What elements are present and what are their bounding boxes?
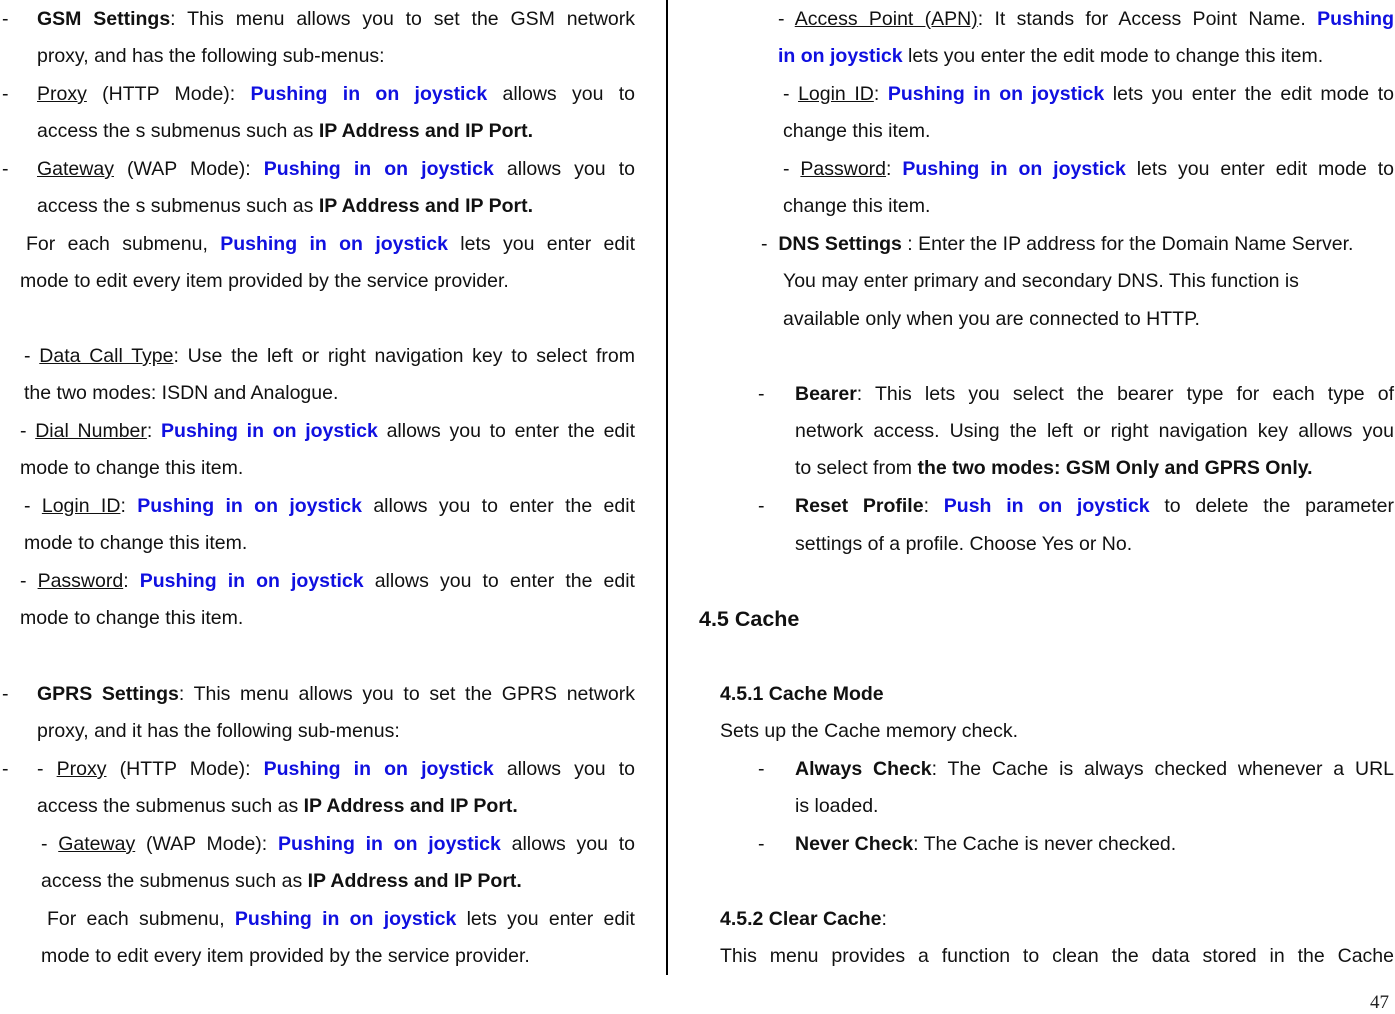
gsm-proxy-submenu-items: IP Address and IP Port. [318, 120, 534, 142]
bearer-line-1 [795, 376, 1394, 413]
login-id-rest: allows you to enter the edit [361, 495, 635, 517]
gprs-password-line-1 [783, 151, 1394, 188]
never-check-title: Never Check [795, 833, 914, 855]
gprs-gateway-submenu-items: IP Address and IP Port. [307, 870, 522, 892]
gprs-gateway-mode: (WAP Mode): [135, 833, 278, 855]
gprs-proxy-submenu-items: IP Address and IP Port. [303, 795, 518, 817]
separator: : [123, 570, 140, 592]
gprs-login-id-line-1 [783, 76, 1394, 113]
bearer-select-text: to select from [795, 457, 918, 479]
gsm-proxy-line-2 [37, 113, 533, 150]
separator: : [146, 420, 162, 442]
dash-prefix: - [37, 758, 57, 780]
dash-prefix: - [20, 420, 36, 442]
always-check-line-1 [795, 751, 1394, 788]
gprs-note-rest: lets you enter edit [456, 908, 635, 930]
dial-number-rest: allows you to enter the edit [377, 420, 636, 442]
gsm-settings-line-1 [37, 1, 635, 38]
data-call-type-text: : Use the left or right navigation key to select from [173, 345, 635, 367]
gprs-login-id-action: Pushing in on joystick [887, 83, 1105, 105]
bullet-dash: - [2, 83, 9, 105]
gprs-gateway-line-2 [41, 863, 522, 900]
apn-text: : It stands for Access Point Name. [977, 8, 1318, 30]
bullet-dash: - [2, 758, 9, 780]
gprs-password-rest: lets you enter edit mode to [1125, 158, 1394, 180]
dash-prefix: - [778, 8, 795, 30]
gprs-settings-title: GPRS Settings [37, 683, 179, 705]
dns-settings-line-3: available only when you are connected to HTTP. [783, 308, 1200, 330]
gsm-gateway-mode: (WAP Mode): [113, 158, 264, 180]
clear-cache-heading [720, 901, 887, 938]
dash-prefix: - [24, 495, 42, 517]
dns-settings-title: DNS Settings [778, 233, 902, 255]
reset-profile-line-2: settings of a profile. Choose Yes or No. [795, 533, 1133, 555]
gprs-gateway-line-1 [41, 826, 635, 863]
gprs-note-line-2: mode to edit every item provided by the service provider. [41, 945, 530, 967]
cache-mode-description: Sets up the Cache memory check. [720, 720, 1019, 742]
section-heading-cache: 4.5 Cache [699, 607, 800, 631]
never-check-line [795, 826, 1176, 863]
login-id-label: Login ID [41, 495, 121, 517]
apn-action-part-2: in on joystick [778, 45, 903, 67]
gprs-note-action: Pushing in on joystick [234, 908, 457, 930]
gsm-proxy-label: Proxy [37, 83, 87, 105]
login-id-action: Pushing in on joystick [137, 495, 362, 517]
apn-line-1 [778, 1, 1394, 38]
dns-settings-line-1 [761, 226, 1394, 263]
separator: : [120, 495, 138, 517]
bearer-title: Bearer [795, 383, 857, 405]
gprs-settings-line-1 [37, 676, 635, 713]
gprs-password-label: Password [800, 158, 887, 180]
bearer-modes: the two modes: GSM Only and GPRS Only. [917, 457, 1313, 479]
gsm-proxy-rest: allows you to [487, 83, 635, 105]
separator: : [886, 158, 903, 180]
gprs-note-line-1 [47, 901, 635, 938]
gsm-gateway-line-2 [37, 188, 533, 225]
data-call-type-label: Data Call Type [39, 345, 174, 367]
bullet-dash: - [758, 495, 765, 517]
bullet-dash: - [2, 158, 9, 180]
page-number: 47 [1370, 992, 1389, 1013]
password-rest: allows you to enter the edit [363, 570, 635, 592]
clear-cache-description: This menu provides a function to clean the data stored in the Cache [720, 945, 1394, 967]
dial-number-line-2: mode to change this item. [20, 457, 244, 479]
data-call-type-line-2: the two modes: ISDN and Analogue. [24, 382, 339, 404]
bullet-dash: - [758, 758, 765, 780]
separator: : [873, 83, 888, 105]
dash-prefix: - [41, 833, 59, 855]
gsm-proxy-mode: (HTTP Mode): [86, 83, 251, 105]
gsm-note-rest: lets you enter edit [447, 233, 636, 255]
gsm-gateway-label: Gateway [37, 158, 114, 180]
always-check-text: : The Cache is always checked whenever a URL [931, 758, 1394, 780]
gprs-proxy-submenu-text: access the submenus such as [37, 795, 304, 817]
dns-settings-text: : Enter the IP address for the Domain Name Server. [901, 233, 1354, 255]
data-call-type-line-1 [24, 338, 635, 375]
bearer-text: : This lets you select the bearer type for each type of [856, 383, 1394, 405]
gsm-note-line-1 [26, 226, 635, 263]
password-line-1 [20, 563, 635, 600]
gprs-password-action: Pushing in on joystick [902, 158, 1126, 180]
gprs-gateway-submenu-text: access the submenus such as [41, 870, 308, 892]
gsm-settings-line-2: proxy, and has the following sub-menus: [37, 45, 385, 67]
gprs-login-id-rest: lets you enter the edit mode to [1104, 83, 1394, 105]
login-id-line-1 [24, 488, 635, 525]
gprs-proxy-mode: (HTTP Mode): [106, 758, 264, 780]
dash-prefix: - [24, 345, 40, 367]
gprs-proxy-label: Proxy [56, 758, 107, 780]
clear-cache-title: 4.5.2 Clear Cache [720, 908, 882, 930]
gsm-proxy-line-1 [37, 76, 635, 113]
column-divider [666, 0, 668, 975]
bullet-dash: - [758, 833, 765, 855]
dial-number-line-1 [20, 413, 635, 450]
dial-number-action: Pushing in on joystick [161, 420, 378, 442]
apn-rest: lets you enter the edit mode to change this item. [902, 45, 1324, 67]
gsm-gateway-rest: allows you to [493, 158, 635, 180]
login-id-line-2: mode to change this item. [24, 532, 248, 554]
gsm-note-action: Pushing in on joystick [220, 233, 448, 255]
separator: : [923, 495, 944, 517]
gsm-note-text: For each submenu, [26, 233, 221, 255]
gprs-gateway-label: Gateway [58, 833, 136, 855]
cache-mode-heading: 4.5.1 Cache Mode [720, 683, 884, 705]
reset-profile-line-1 [795, 488, 1394, 525]
apn-line-2 [778, 38, 1323, 75]
gsm-settings-text: : This menu allows you to set the GSM network [170, 8, 635, 30]
gsm-proxy-submenu-text: access the s submenus such as [37, 120, 319, 142]
gsm-gateway-submenu-items: IP Address and IP Port. [318, 195, 534, 217]
bearer-line-3 [795, 450, 1313, 487]
gsm-note-line-2: mode to edit every item provided by the service provider. [20, 270, 509, 292]
apn-label: Access Point (APN) [794, 8, 978, 30]
password-action: Pushing in on joystick [139, 570, 364, 592]
dash-prefix: - [20, 570, 38, 592]
never-check-text: : The Cache is never checked. [913, 833, 1177, 855]
gprs-password-line-2: change this item. [783, 195, 931, 217]
bullet-dash: - [758, 383, 765, 405]
gprs-note-text: For each submenu, [47, 908, 235, 930]
gsm-gateway-submenu-text: access the s submenus such as [37, 195, 319, 217]
reset-profile-action: Push in on joystick [943, 495, 1150, 517]
dash-prefix: - [783, 158, 801, 180]
gprs-proxy-line-2 [37, 788, 518, 825]
gsm-settings-title: GSM Settings [37, 8, 171, 30]
bullet-dash: - [2, 8, 9, 30]
gprs-proxy-action: Pushing in on joystick [263, 758, 494, 780]
gprs-gateway-rest: allows you to [500, 833, 635, 855]
gprs-login-id-line-2: change this item. [783, 120, 931, 142]
reset-profile-title: Reset Profile [795, 495, 924, 517]
gsm-gateway-action: Pushing in on joystick [263, 158, 494, 180]
password-line-2: mode to change this item. [20, 607, 244, 629]
dns-settings-line-2: You may enter primary and secondary DNS. This function is [783, 270, 1299, 292]
always-check-title: Always Check [795, 758, 932, 780]
gprs-gateway-action: Pushing in on joystick [277, 833, 501, 855]
gprs-proxy-line-1 [37, 751, 635, 788]
gsm-proxy-action: Pushing in on joystick [250, 83, 488, 105]
always-check-line-2: is loaded. [795, 795, 879, 817]
gprs-settings-line-2: proxy, and it has the following sub-menus: [37, 720, 400, 742]
gsm-gateway-line-1 [37, 151, 635, 188]
bullet-dash: - [2, 683, 9, 705]
clear-cache-colon: : [881, 908, 887, 930]
dash-prefix: - [783, 83, 799, 105]
bearer-line-2: network access. Using the left or right navigation key allows you [795, 420, 1394, 442]
dial-number-label: Dial Number [35, 420, 147, 442]
gprs-settings-text: : This menu allows you to set the GPRS network [178, 683, 635, 705]
gprs-proxy-rest: allows you to [493, 758, 635, 780]
dash-prefix: - [761, 233, 779, 255]
apn-action-part-1: Pushing [1317, 8, 1394, 30]
reset-profile-rest: to delete the parameter [1149, 495, 1395, 517]
gprs-login-id-label: Login ID [798, 83, 874, 105]
password-label: Password [37, 570, 124, 592]
